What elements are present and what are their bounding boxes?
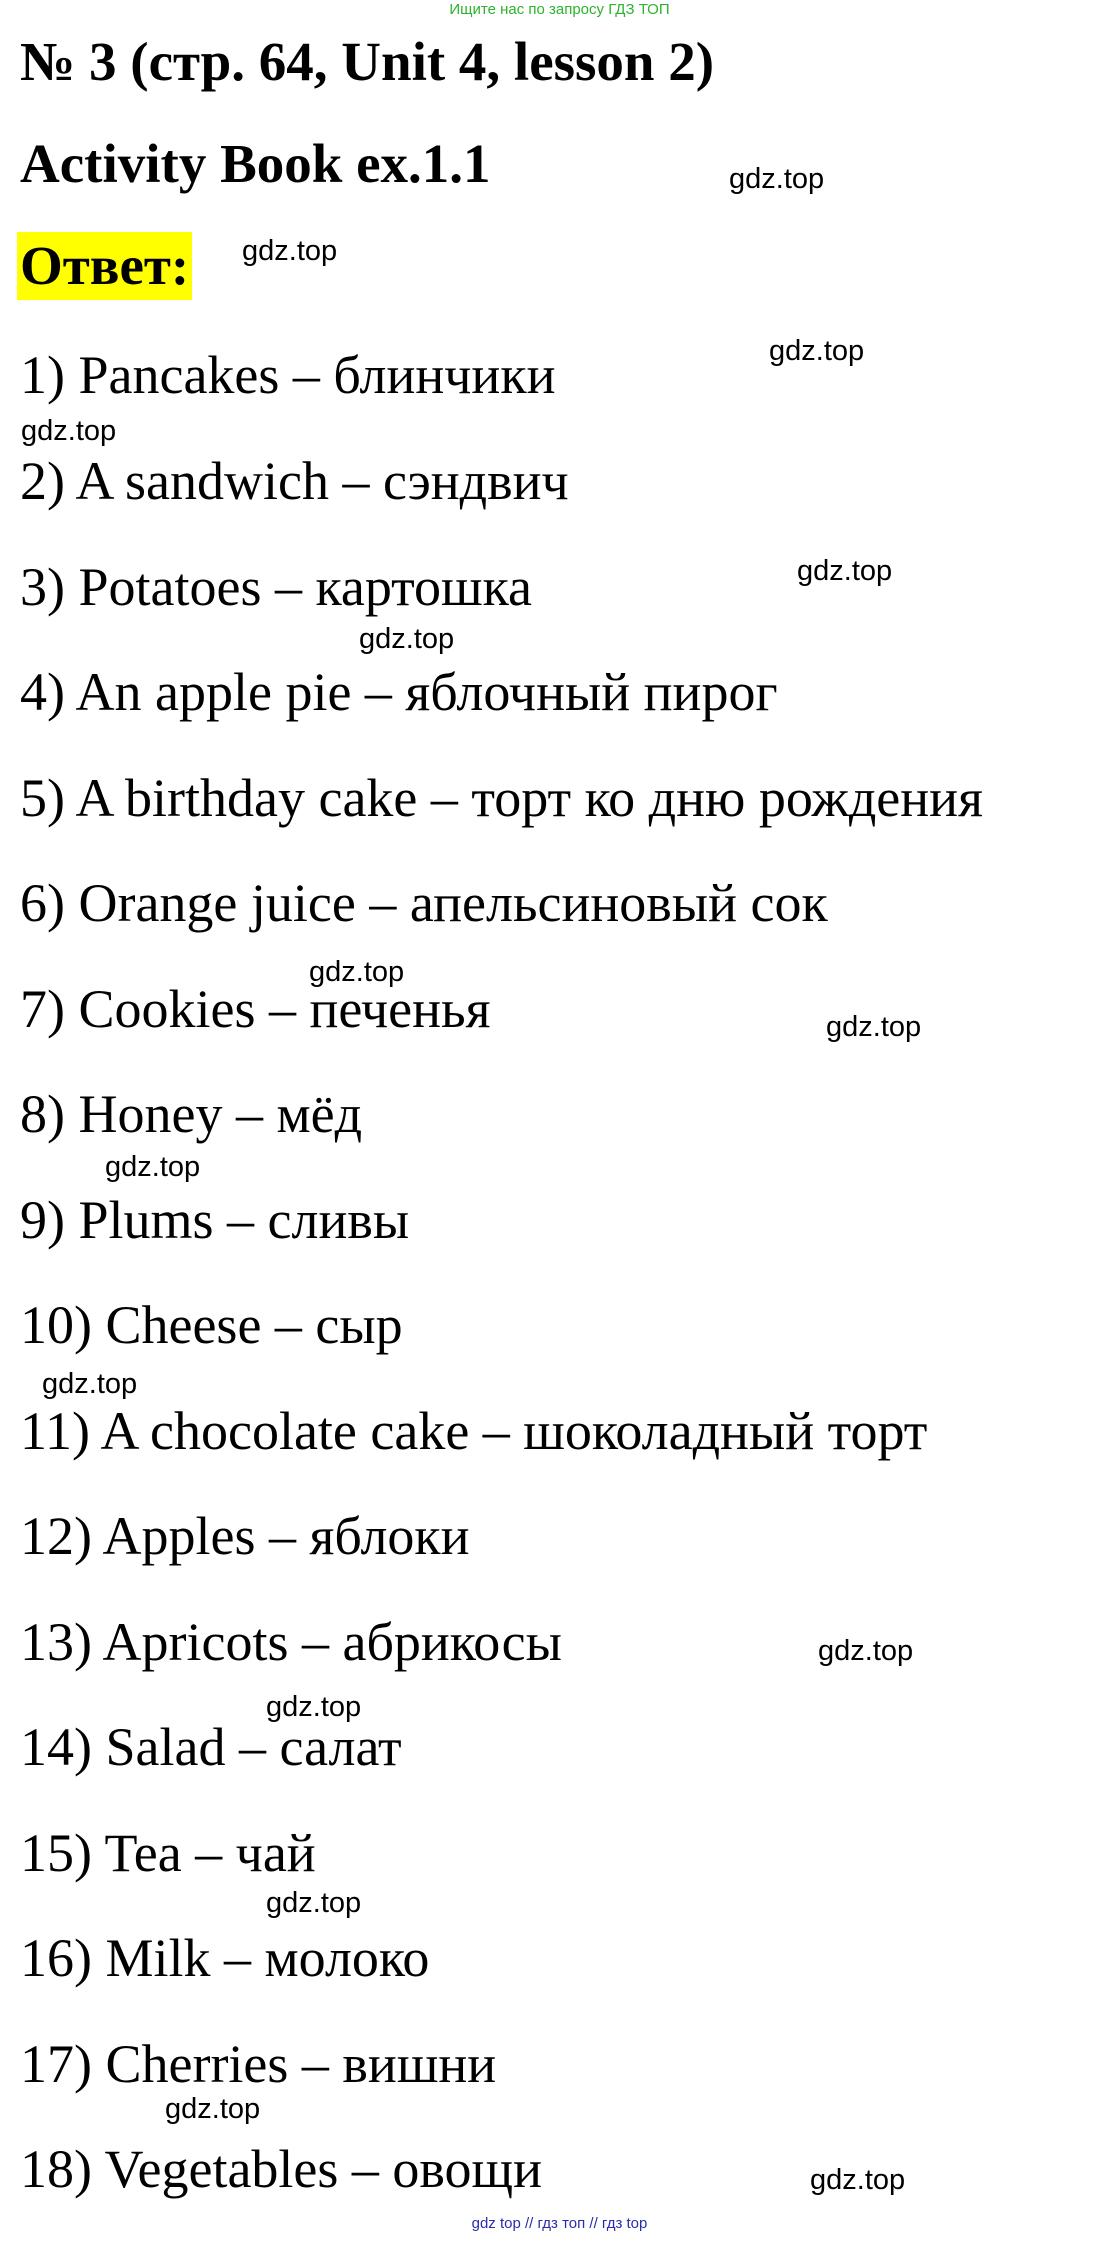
watermark: gdz.top (797, 555, 893, 587)
watermark: gdz.top (729, 163, 825, 195)
watermark: gdz.top (266, 1887, 362, 1919)
list-item: 16) Milk – молоко (20, 1928, 430, 1988)
list-item: 9) Plums – сливы (20, 1190, 410, 1250)
list-item: 5) A birthday cake – торт ко дню рождения (20, 768, 983, 828)
page-title: № 3 (стр. 64, Unit 4, lesson 2) (20, 31, 715, 92)
list-item: 14) Salad – салат (20, 1717, 402, 1777)
list-item: 17) Cherries – вишни (20, 2034, 497, 2094)
top-banner[interactable]: Ищите нас по запросу ГДЗ ТОП (449, 1, 670, 18)
watermark: gdz.top (165, 2093, 261, 2125)
page-subtitle: Activity Book ex.1.1 (20, 133, 491, 194)
watermark: gdz.top (42, 1368, 138, 1400)
watermark: gdz.top (21, 415, 117, 447)
list-item: 15) Tea – чай (20, 1823, 316, 1883)
watermark: gdz.top (242, 235, 338, 267)
watermark: gdz.top (826, 1011, 922, 1043)
list-item: 18) Vegetables – овощи (20, 2139, 543, 2199)
watermark: gdz.top (359, 623, 455, 655)
list-item: 3) Potatoes – картошка (20, 557, 532, 617)
list-item: 10) Cheese – сыр (20, 1295, 403, 1355)
answer-label: Ответ: (17, 232, 192, 300)
watermark: gdz.top (769, 335, 865, 367)
list-item: 13) Apricots – абрикосы (20, 1612, 562, 1672)
list-item: 7) Cookies – печенья (20, 979, 491, 1039)
watermark: gdz.top (266, 1691, 362, 1723)
watermark: gdz.top (105, 1151, 201, 1183)
watermark: gdz.top (309, 956, 405, 988)
watermark: gdz.top (810, 2164, 906, 2196)
watermark: gdz.top (818, 1635, 914, 1667)
list-item: 4) An apple pie – яблочный пирог (20, 662, 778, 722)
bottom-banner[interactable]: gdz top // гдз топ // гдз top (471, 2215, 648, 2232)
list-item: 2) A sandwich – сэндвич (20, 451, 569, 511)
list-item: 1) Pancakes – блинчики (20, 345, 556, 405)
list-item: 11) A chocolate cake – шоколадный торт (20, 1401, 928, 1461)
list-item: 12) Apples – яблоки (20, 1506, 470, 1566)
list-item: 6) Orange juice – апельсиновый сок (20, 873, 828, 933)
list-item: 8) Honey – мёд (20, 1084, 363, 1144)
